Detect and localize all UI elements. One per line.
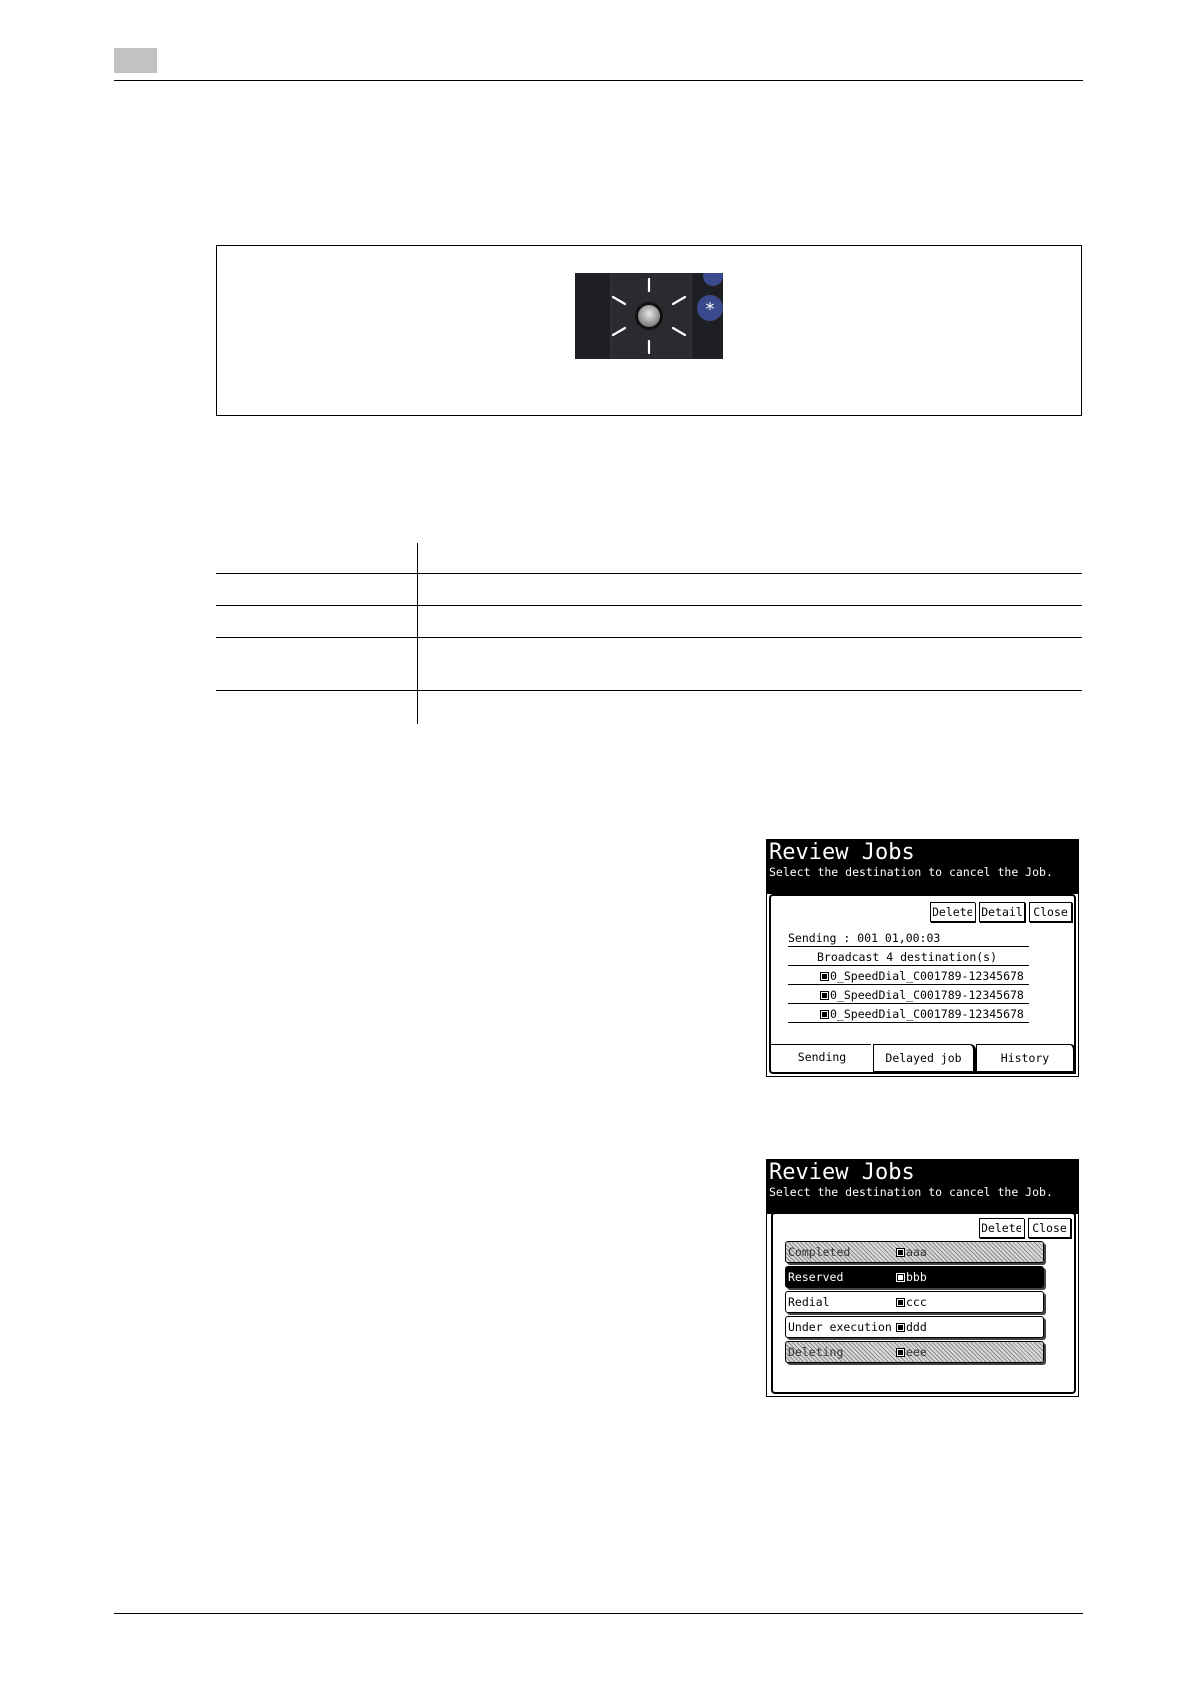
tab-history[interactable]: History [976,1044,1076,1074]
close-button[interactable]: Close [1029,902,1072,922]
delete-button[interactable]: Delete [979,1218,1024,1238]
table-row-line [216,605,1082,606]
broadcast-line: Broadcast 4 destination(s) [817,950,998,964]
status-key [638,305,660,327]
table-row-line [216,573,1082,574]
row-divider [788,965,1029,966]
detail-button[interactable]: Detail [979,902,1025,922]
star-key-label: * [705,299,715,320]
chapter-number-box [114,48,157,73]
tab-bar [771,1044,1074,1074]
review-jobs-status-screen [766,1159,1079,1397]
destination-row[interactable]: 0_SpeedDial_C001789-12345678 [820,969,1024,983]
fax-destination-icon [896,1323,905,1332]
fax-destination-icon [896,1273,905,1282]
screen-title: Review Jobs [769,1160,915,1185]
fax-destination-icon [820,991,829,1000]
review-jobs-sending-screen [766,839,1079,1077]
screen-instruction: Select the destination to cancel the Job. [769,1185,1053,1199]
close-button[interactable]: Close [1028,1218,1071,1238]
job-row-completed[interactable]: Completed aaa [785,1241,1044,1263]
fax-destination-icon [820,972,829,981]
fax-destination-icon [820,1010,829,1019]
job-row-deleting[interactable]: Deleting eee [785,1341,1044,1363]
sending-status-line: Sending : 001 01,00:03 [788,931,941,945]
fax-destination-icon [896,1298,905,1307]
row-divider [788,1003,1029,1004]
row-divider [788,1022,1029,1023]
row-divider [788,946,1029,947]
job-row-redial[interactable]: Redial ccc [785,1291,1044,1313]
screen-header [767,840,1078,894]
fax-destination-icon [896,1248,905,1257]
footer-rule [114,1613,1083,1614]
screen-header [767,1160,1078,1214]
job-row-reserved[interactable]: Reserved bbb [785,1266,1044,1288]
destination-row[interactable]: 0_SpeedDial_C001789-12345678 [820,988,1024,1002]
screen-instruction: Select the destination to cancel the Job. [769,865,1053,879]
fax-destination-icon [896,1348,905,1357]
screen-title: Review Jobs [769,840,915,865]
table-row-line [216,690,1082,691]
tab-sending[interactable]: Sending [797,1050,847,1064]
row-divider [788,984,1029,985]
table-column-divider [417,543,418,724]
screen-body [769,894,1076,1074]
delete-button[interactable]: Delete [930,902,975,922]
table-row-line [216,637,1082,638]
flashing-key-photo [575,273,723,359]
job-row-under-execution[interactable]: Under execution ddd [785,1316,1044,1338]
tab-delayed-job[interactable]: Delayed job [873,1044,976,1074]
screen-body [771,1212,1076,1394]
header-rule [114,80,1083,81]
destination-row[interactable]: 0_SpeedDial_C001789-12345678 [820,1007,1024,1021]
